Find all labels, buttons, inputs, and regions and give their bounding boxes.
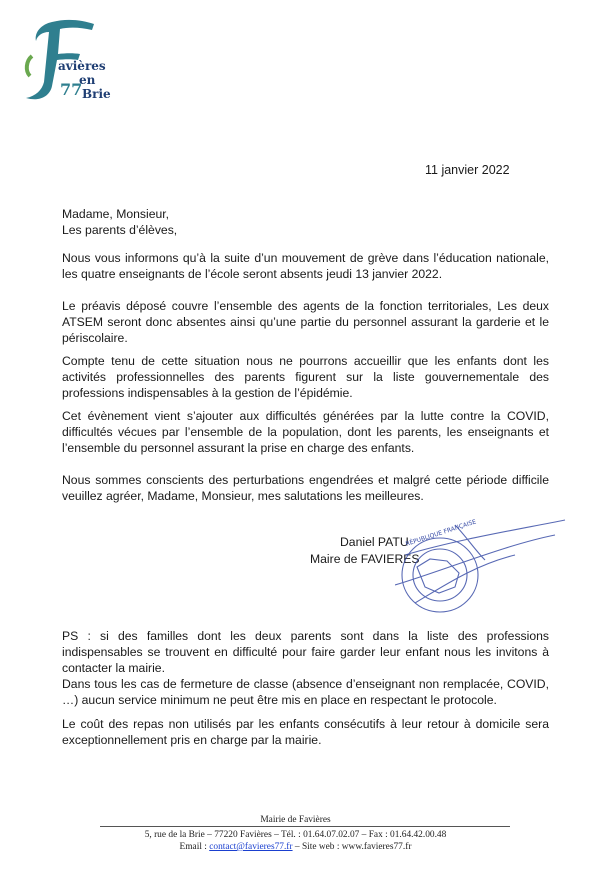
mairie-stamp-icon bbox=[395, 515, 570, 625]
salutation bbox=[62, 206, 177, 238]
logo-word-en: en bbox=[79, 73, 96, 87]
signatory-name: Daniel PATU bbox=[340, 535, 409, 549]
footer-divider bbox=[100, 826, 510, 827]
ps-paragraph-2: Dans tous les cas de fermeture de classe (absence d’enseignant non remplacée, COVID, …) aucun service minimum ne peut être mis en place en respectant le protocole. bbox=[62, 677, 549, 707]
footer-contact bbox=[0, 841, 591, 853]
paragraph-covid: Cet évènement vient s’ajouter aux difficultés générées par la lutte contre la COVID, difficultés vécues par l’ensemble de la population, dont les parents, les enseignants et l’ensemble du personnel assurant la prise en charge des enfants. bbox=[62, 409, 549, 455]
letter-date: 11 janvier 2022 bbox=[425, 163, 510, 177]
signatory-title: Maire de FAVIERES bbox=[310, 552, 420, 566]
favieres-logo bbox=[22, 16, 122, 108]
footer-title: Mairie de Favières bbox=[260, 815, 331, 825]
ps-paragraph-3: Le coût des repas non utilisés par les enfants consécutifs à leur retour à domicile sera exceptionnellement pris en charge par la mairie. bbox=[62, 717, 549, 747]
footer-email-label: Email : bbox=[179, 842, 210, 852]
salutation-line-2: Les parents d’élèves, bbox=[62, 223, 178, 237]
logo-word-brie: Brie bbox=[82, 87, 111, 101]
stamp-text: RÉPUBLIQUE FRANÇAISE bbox=[404, 518, 478, 548]
logo-number: 77 bbox=[60, 80, 83, 99]
ps-paragraph-1: PS : si des familles dont les deux parents sont dans la liste des professions indispensables se trouvent en difficulté pour faire garder leur enfant nous les invitons à contacter la mairie. bbox=[62, 629, 549, 675]
footer-email-link[interactable]: contact@favieres77.fr bbox=[209, 842, 293, 852]
footer-address: 5, rue de la Brie – 77220 Favières – Tél. : 01.64.07.02.07 – Fax : 01.64.42.00.48 bbox=[144, 830, 447, 840]
salutation-line-1: Madame, Monsieur, bbox=[62, 207, 170, 221]
paragraph-closing: Nous sommes conscients des perturbations engendrées et malgré cette période difficile veuillez agréer, Madame, Monsieur, mes salutations les meilleures. bbox=[62, 473, 549, 503]
paragraph-accueil: Compte tenu de cette situation nous ne pourrons accueillir que les enfants dont les activités professionnelles des parents figurent sur la liste gouvernementale des professions indispensables à la gestion de l’épidémie. bbox=[62, 354, 549, 400]
logo-word-favieres: avières bbox=[58, 59, 106, 73]
paragraph-preavis: Le préavis déposé couvre l’ensemble des agents de la fonction territoriales, Les deux ATSEM seront donc absentes ainsi qu’une partie du personnel assurant la garderie et le périscolaire. bbox=[62, 299, 549, 345]
footer-site: – Site web : www.favieres77.fr bbox=[292, 842, 412, 852]
paragraph-strike: Nous vous informons qu’à la suite d’un mouvement de grève dans l’éducation nationale, les quatre enseignants de l’école seront absents jeudi 13 janvier 2022. bbox=[62, 251, 549, 281]
